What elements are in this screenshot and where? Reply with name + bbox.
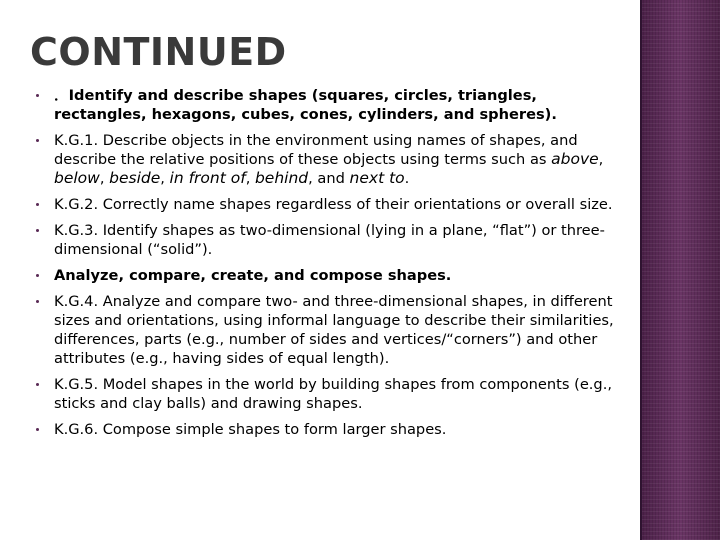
list-item (36, 420, 632, 439)
term-in-front-of: in front of (169, 169, 246, 187)
bullet-icon (36, 139, 39, 142)
item-text: ．Identify and describe shapes (squares, circles, triangles, rectangles, hexagons, cubes, cones, cylinders, and spheres). (54, 87, 557, 123)
term-beside: beside (109, 169, 161, 187)
list-item (36, 292, 632, 368)
bullet-icon (36, 428, 39, 431)
list-item (36, 375, 632, 413)
list-item (36, 221, 632, 259)
list-item: K.G.1. Describe objects in the environment using names of shapes, and describe the relative positions of these objects using terms such as above, below, beside, in front of, behind, and next to. (36, 131, 632, 188)
list-item (36, 266, 632, 285)
bullet-icon (36, 274, 39, 277)
bullet-icon (36, 229, 39, 232)
list-item (36, 86, 632, 124)
item-text: K.G.6. Compose simple shapes to form larger shapes. (54, 421, 447, 438)
slide-title: CONTINUED (30, 30, 287, 74)
sidebar-divider (640, 0, 642, 540)
term-above: above (551, 150, 599, 168)
bullet-list (36, 86, 632, 446)
item-text: K.G.5. Model shapes in the world by building shapes from components (e.g., sticks and clay balls) and drawing shapes. (54, 376, 612, 412)
bullet-icon (36, 203, 39, 206)
item-text: K.G.2. Correctly name shapes regardless of their orientations or overall size. (54, 196, 613, 213)
decorative-sidebar (640, 0, 720, 540)
item-text: K.G.4. Analyze and compare two- and three-dimensional shapes, in different sizes and orientations, using informal language to describe their similarities, differences, parts (e.g., number of sides and vertices/“corners”) and other attributes (e.g., having sides of equal length). (54, 293, 614, 367)
bullet-icon (36, 300, 39, 303)
term-below: below (54, 169, 100, 187)
item-text: Analyze, compare, create, and compose shapes. (54, 267, 452, 284)
list-item (36, 195, 632, 214)
term-next-to: next to (349, 169, 405, 187)
bullet-icon (36, 94, 39, 97)
item-text: K.G.3. Identify shapes as two-dimensional (lying in a plane, “flat”) or three-dimensional (“solid”). (54, 222, 605, 258)
term-behind: behind (254, 169, 309, 187)
item-text: K.G.1. Describe objects in the environment using names of shapes, and describe the relative positions of these objects using terms such as (54, 132, 578, 168)
item-conjunction: and (317, 170, 345, 187)
bullet-icon (36, 383, 39, 386)
